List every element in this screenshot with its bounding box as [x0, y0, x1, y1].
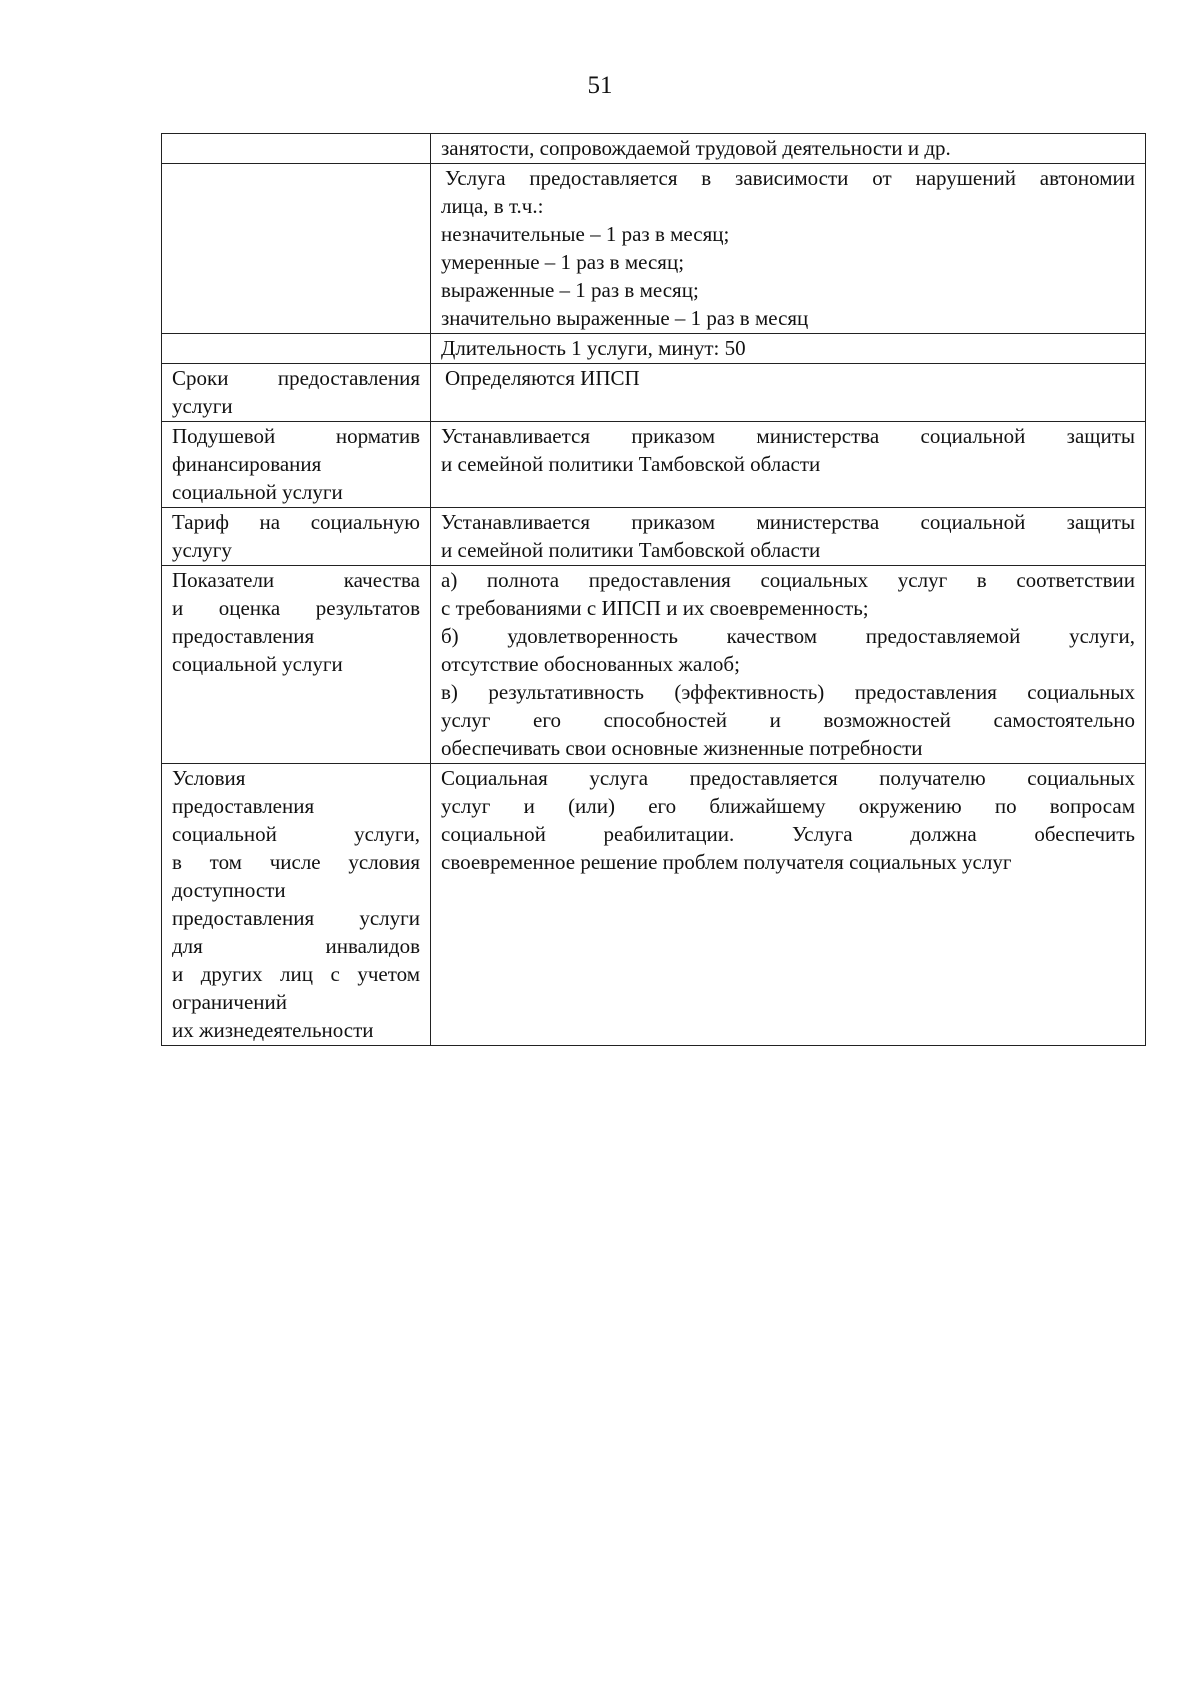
table-row: [162, 364, 1146, 422]
text-line: Длительность 1 услуги, минут: 50: [441, 336, 746, 360]
label-cell: [162, 334, 431, 364]
text-line: и оценка результатов: [172, 596, 420, 620]
text-line: Устанавливается приказом министерства социальной защиты: [441, 424, 1135, 448]
text-line: Условия: [172, 766, 246, 790]
service-table: [161, 133, 1146, 1046]
value-cell: [431, 134, 1146, 164]
text-line: Определяются ИПСП: [445, 366, 640, 390]
text-line: своевременное решение проблем получателя социальных услуг: [441, 850, 1012, 874]
value-cell: [431, 164, 1146, 334]
label-cell: [162, 164, 431, 334]
label-cell: [162, 422, 431, 508]
table-row: [162, 764, 1146, 1046]
label-cell: [162, 134, 431, 164]
text-line: в) результативность (эффективность) предоставления социальных: [441, 680, 1135, 704]
text-line: ограничений: [172, 990, 288, 1014]
value-cell: [431, 508, 1146, 566]
text-line: социальной услуги: [172, 652, 343, 676]
text-line: социальной реабилитации. Услуга должна обеспечить: [441, 822, 1135, 846]
text-line: социальной услуги: [172, 480, 343, 504]
text-line: б) удовлетворенность качеством предоставляемой услуги,: [441, 624, 1135, 648]
table-row: [162, 566, 1146, 764]
text-line: незначительные – 1 раз в месяц;: [441, 222, 730, 246]
text-line: Социальная услуга предоставляется получателю социальных: [441, 766, 1135, 790]
table-row: [162, 134, 1146, 164]
text-line: их жизнедеятельности: [172, 1018, 374, 1042]
label-cell: [162, 364, 431, 422]
text-line: а) полнота предоставления социальных услуг в соответствии: [441, 568, 1135, 592]
text-line: социальной услуги,: [172, 822, 420, 846]
text-line: Услуга предоставляется в зависимости от нарушений автономии: [445, 166, 1135, 190]
text-line: предоставления: [172, 794, 315, 818]
text-line: и других лиц с учетом: [172, 962, 420, 986]
text-line: значительно выраженные – 1 раз в месяц: [441, 306, 809, 330]
text-line: Подушевой норматив: [172, 424, 420, 448]
text-line: занятости, сопровождаемой трудовой деятельности и др.: [441, 136, 951, 160]
table-row: [162, 334, 1146, 364]
table-row: [162, 508, 1146, 566]
value-cell: [431, 764, 1146, 1046]
label-cell: [162, 508, 431, 566]
text-line: обеспечивать свои основные жизненные потребности: [441, 736, 923, 760]
value-cell: [431, 334, 1146, 364]
label-cell: [162, 764, 431, 1046]
text-line: Сроки предоставления: [172, 366, 420, 390]
text-line: предоставления услуги: [172, 906, 420, 930]
text-line: услуги: [172, 394, 233, 418]
text-line: с требованиями с ИПСП и их своевременность;: [441, 596, 869, 620]
text-line: в том числе условия: [172, 850, 420, 874]
value-cell: [431, 566, 1146, 764]
text-line: Устанавливается приказом министерства социальной защиты: [441, 510, 1135, 534]
text-line: и семейной политики Тамбовской области: [441, 538, 821, 562]
text-line: умеренные – 1 раз в месяц;: [441, 250, 685, 274]
table-row: [162, 164, 1146, 334]
text-line: отсутствие обоснованных жалоб;: [441, 652, 740, 676]
text-line: лица, в т.ч.:: [441, 194, 544, 218]
value-cell: [431, 364, 1146, 422]
text-line: услуг и (или) его ближайшему окружению по вопросам: [441, 794, 1135, 818]
page-number: 51: [587, 72, 613, 99]
text-line: финансирования: [172, 452, 322, 476]
table-row: [162, 422, 1146, 508]
text-line: и семейной политики Тамбовской области: [441, 452, 821, 476]
value-cell: [431, 422, 1146, 508]
text-line: для инвалидов: [172, 934, 420, 958]
text-line: услугу: [172, 538, 232, 562]
text-line: Тариф на социальную: [172, 510, 420, 534]
text-line: Показатели качества: [172, 568, 420, 592]
text-line: выраженные – 1 раз в месяц;: [441, 278, 699, 302]
text-line: доступности: [172, 878, 286, 902]
label-cell: [162, 566, 431, 764]
text-line: предоставления: [172, 624, 315, 648]
text-line: услуг его способностей и возможностей самостоятельно: [441, 708, 1135, 732]
